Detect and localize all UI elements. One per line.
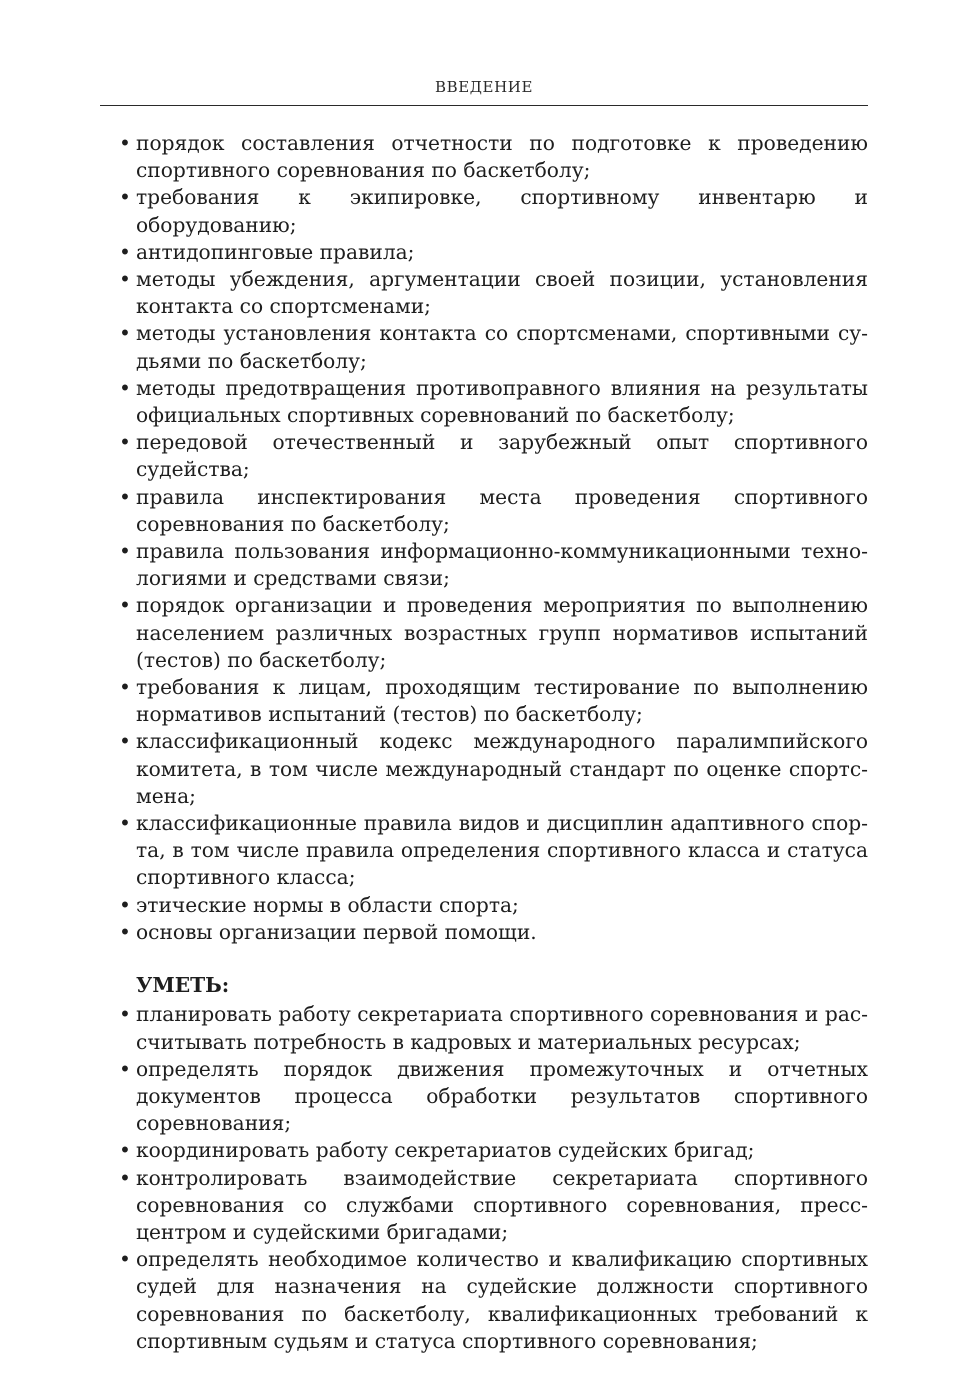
list-item [118,674,868,728]
bullet-icon: • [119,892,131,917]
header-rule [100,105,868,106]
list-item-text: основы организации первой помощи. [136,919,537,944]
list-item [118,239,868,266]
list-item [118,592,868,674]
running-head: ВВЕДЕНИЕ [434,78,534,96]
bullet-icon: • [119,321,131,346]
list-item [118,484,868,538]
list-item-text: антидопинговые правила; [136,239,415,264]
list-item [118,320,868,374]
list-item [118,1056,868,1138]
bullet-icon: • [119,1002,131,1027]
list-item [118,892,868,919]
list-item [118,1137,868,1164]
list-item-text: методы предотвращения противоправного влияния на результаты официальных спортивных соревнований по баскетболу; [136,375,868,428]
bullet-icon: • [119,593,131,618]
list-item [118,728,868,810]
list-item-text: классификационные правила видов и дисциплин адаптивного спорта, в том числе правила определения спортивного класса и статуса спортивного класса; [136,811,868,890]
section-heading-skills: УМЕТЬ: [136,973,230,998]
list-item-text: порядок организации и проведения мероприятия по выполнению населением различных возрастных групп нормативов испытаний (тестов) по баскетболу; [136,593,868,672]
list-item-text: правила инспектирования места проведения спортивного соревнования по баскетболу; [136,484,868,536]
list-item [118,919,868,946]
list-item-text: классификационный кодекс международного паралимпийского комитета, в том числе международный стандарт по оценке спортсмена; [136,729,868,808]
bullet-icon: • [119,811,131,836]
list-item [118,375,868,429]
skills-list [118,1001,868,1355]
list-item-text: методы установления контакта со спортсменами, спортивными судьями по баскетболу; [136,321,868,373]
list-item-text: этические нормы в области спорта; [136,892,519,917]
bullet-icon: • [119,484,131,509]
list-item [118,266,868,320]
list-item-text: определять необходимое количество и квалификацию спортивных судей для назначения на судейские должности спортивного соревнования по баскетболу, квалификационных требований к спортивным судьям и статуса спортивного соревнования; [136,1247,868,1353]
bullet-icon: • [119,1138,131,1163]
list-item [118,1246,868,1355]
bullet-icon: • [119,919,131,944]
list-item-text: требования к лицам, проходящим тестирование по выполнению нормативов испытаний (тестов) по баскетболу; [136,675,868,727]
list-item [118,130,868,184]
list-item-text: контролировать взаимодействие секретариата спортивного соревнования со службами спортивного соревнования, пресс-центром и судейскими бригадами; [136,1165,868,1244]
bullet-icon: • [119,375,131,400]
bullet-icon: • [119,539,131,564]
bullet-icon: • [119,1165,131,1190]
list-item-text: передовой отечественный и зарубежный опыт спортивного судейства; [136,430,868,482]
bullet-icon: • [119,131,131,155]
bullet-icon: • [119,1247,131,1272]
list-item [118,810,868,892]
bullet-icon: • [119,1056,131,1081]
bullet-icon: • [119,675,131,700]
list-item-text: планировать работу секретариата спортивного соревнования и рассчитывать потребность в кадровых и материальных ресурсах; [136,1002,868,1054]
list-item [118,184,868,238]
list-item [118,538,868,592]
bullet-icon: • [119,267,131,292]
bullet-icon: • [119,430,131,455]
list-item-text: порядок составления отчетности по подготовке к проведению спортивного соревнования по баскетболу; [136,131,868,183]
knowledge-list [118,130,868,946]
list-item-text: правила пользования информационно-коммуникационными технологиями и средствами связи; [136,539,868,591]
list-item-text: координировать работу секретариатов судейских бригад; [136,1138,755,1163]
list-item [118,1165,868,1247]
bullet-icon: • [119,729,131,754]
list-item [118,1001,868,1055]
bullet-icon: • [119,239,131,264]
list-item-text: методы убеждения, аргументации своей позиции, установления контакта со спортсменами; [136,267,868,319]
list-item-text: требования к экипировке, спортивному инвентарю и оборудованию; [136,185,868,237]
bullet-icon: • [119,185,131,210]
page-body [118,130,868,1355]
list-item-text: определять порядок движения промежуточных и отчетных документов процесса обработки результатов спортивного соревнования; [136,1056,868,1136]
list-item [118,429,868,483]
